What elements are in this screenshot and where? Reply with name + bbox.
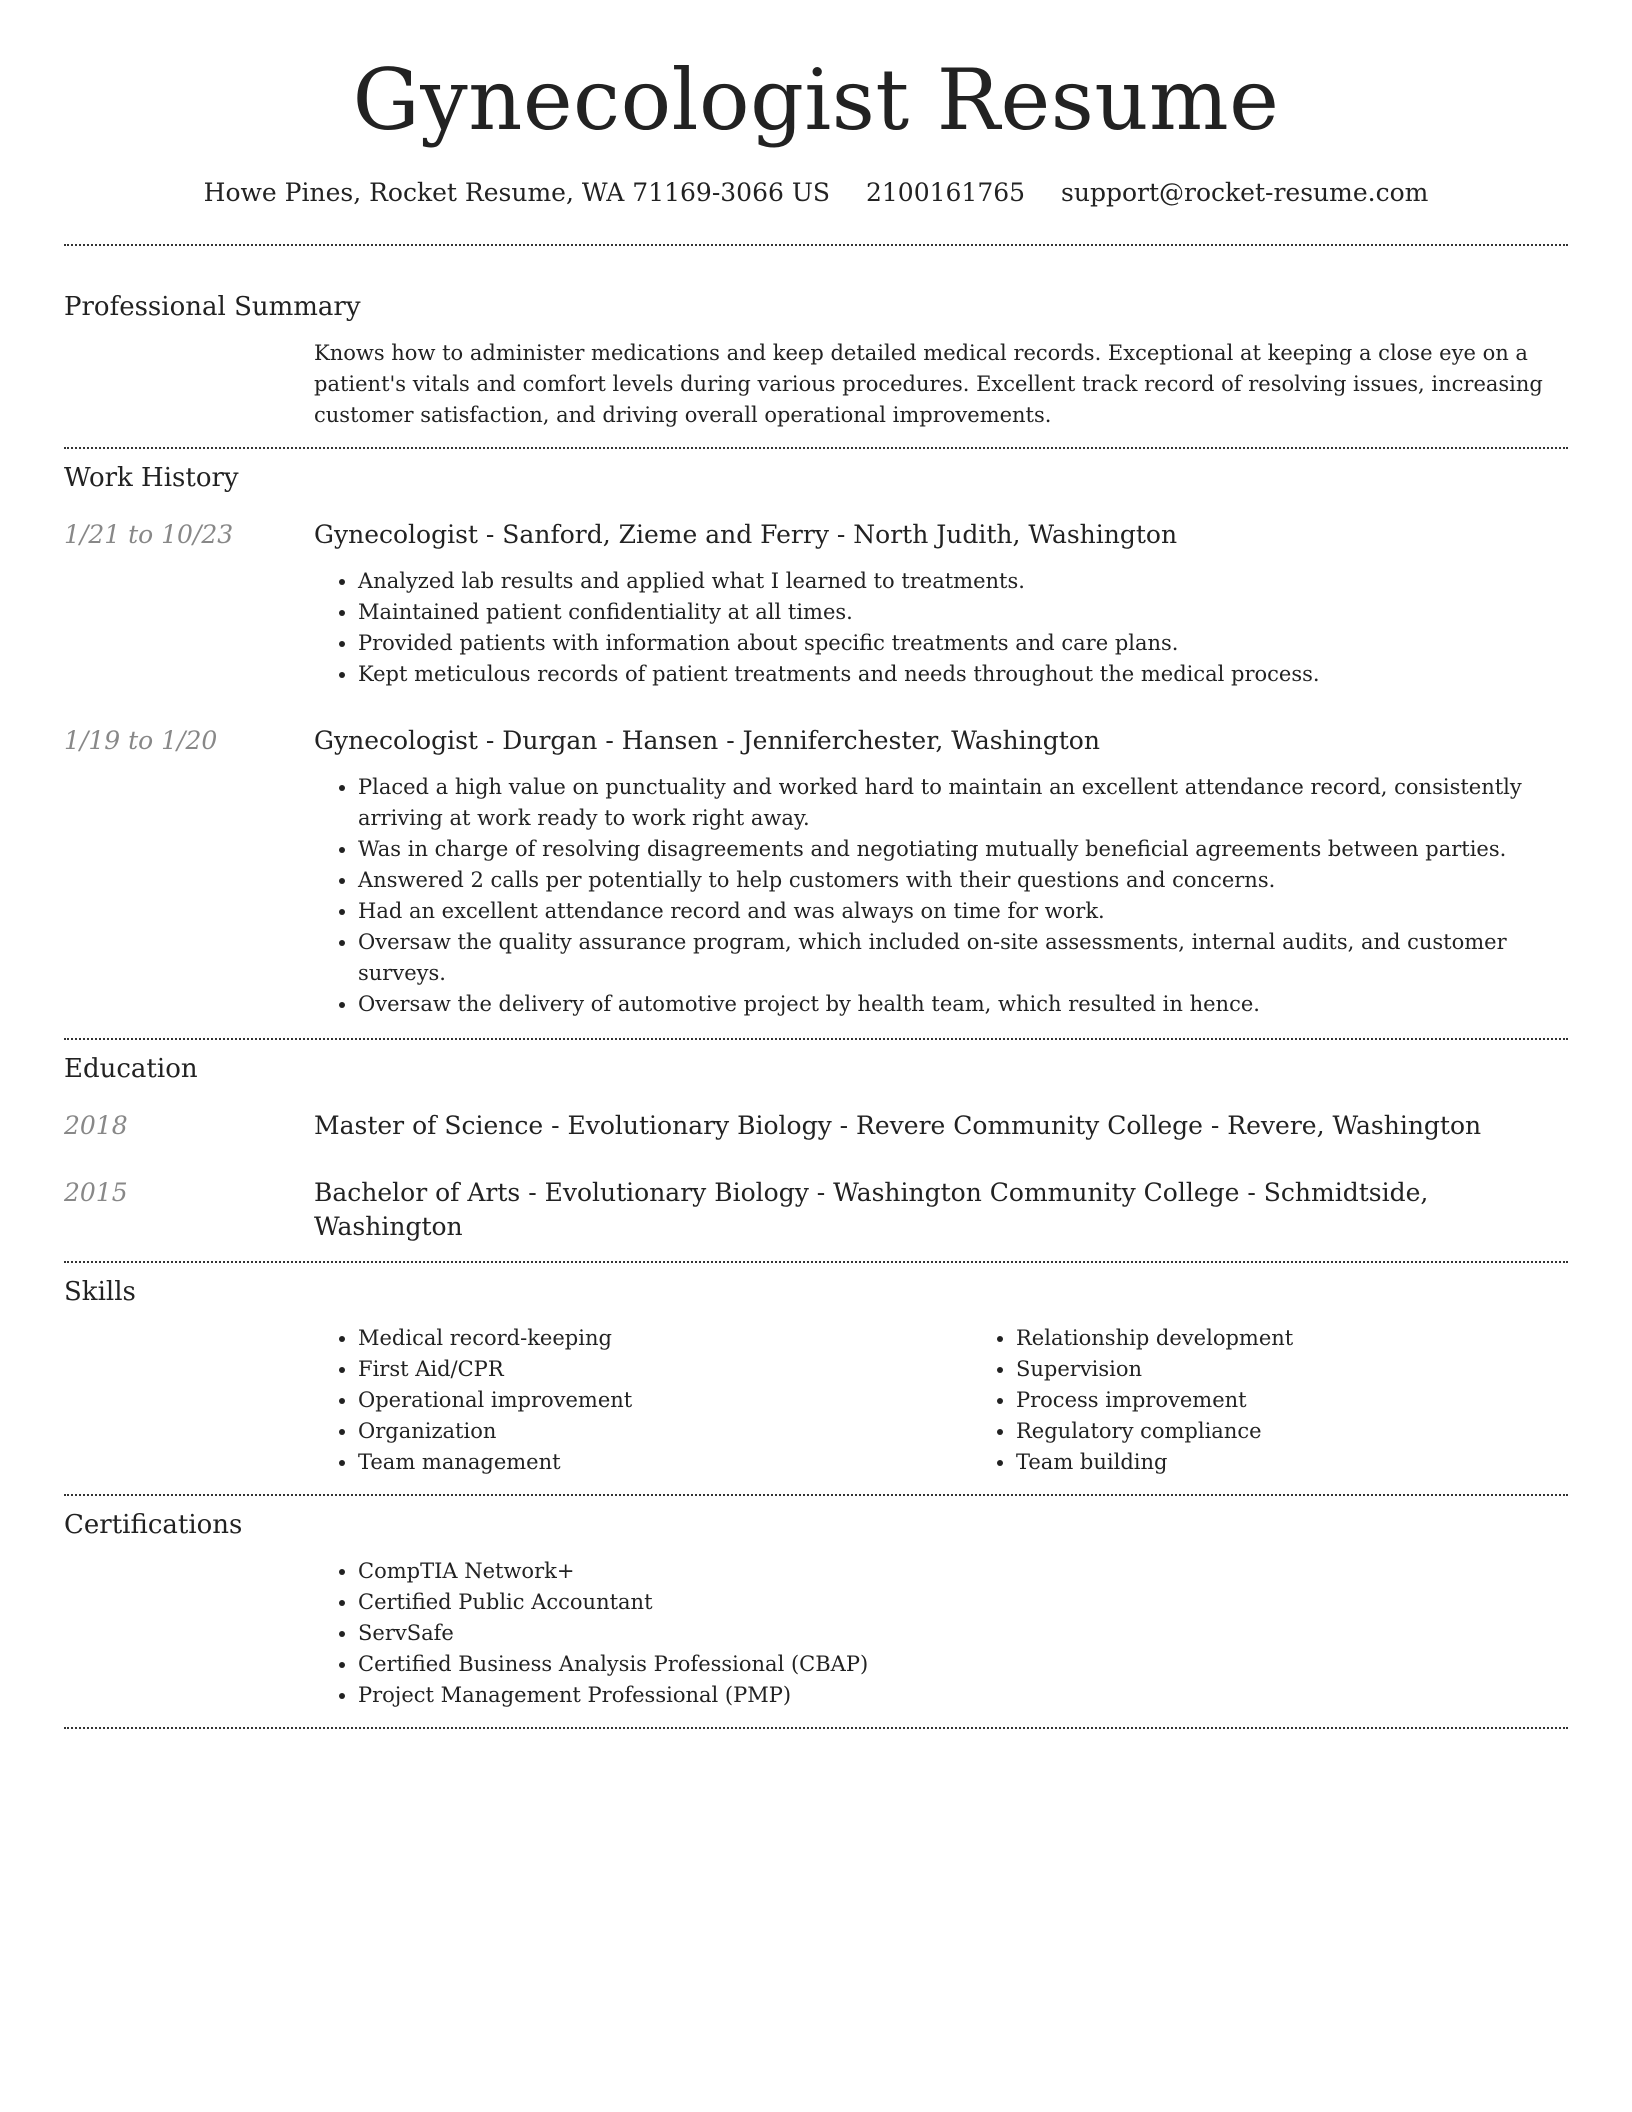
summary-section (64, 290, 1568, 431)
section-divider (64, 447, 1568, 449)
certifications-list (314, 1556, 1568, 1711)
list-item: • Relationship development (1016, 1323, 1630, 1354)
section-divider (64, 1261, 1568, 1263)
job-title: Gynecologist - Durgan - Hansen - Jenniferchester, Washington (314, 726, 1100, 755)
job-dates: 1/21 to 10/23 (64, 520, 234, 549)
list-item: • Answered 2 calls per potentially to help customers with their questions and concerns. (358, 865, 1568, 896)
list-item: • Process improvement (1016, 1385, 1630, 1416)
section-divider (64, 1038, 1568, 1040)
list-item: • Certified Business Analysis Professional (CBAP) (358, 1649, 1568, 1680)
list-item: • Had an excellent attendance record and was always on time for work. (358, 896, 1568, 927)
education-year: 2018 (64, 1111, 128, 1140)
list-item: • Kept meticulous records of patient treatments and needs throughout the medical process. (358, 659, 1568, 690)
list-item: • CompTIA Network+ (358, 1556, 1568, 1587)
list-item: • Team building (1016, 1447, 1630, 1478)
list-item: • Supervision (1016, 1354, 1630, 1385)
education-degree: Master of Science - Evolutionary Biology (314, 1111, 832, 1140)
education-entry (64, 1176, 1568, 1244)
skills-list-right (972, 1323, 1630, 1478)
skills-list-left (314, 1323, 972, 1478)
section-divider (64, 1727, 1568, 1729)
skills-section (64, 1275, 1568, 1478)
list-item: • Analyzed lab results and applied what I learned to treatments. (358, 566, 1568, 597)
list-item: • Project Management Professional (PMP) (358, 1680, 1568, 1711)
list-item: • Oversaw the delivery of automotive project by health team, which resulted in hence. (358, 989, 1568, 1020)
list-item: • Operational improvement (358, 1385, 972, 1416)
education-degree: Bachelor of Arts - Evolutionary Biology (314, 1178, 809, 1207)
contact-email: support@rocket-resume.com (1061, 178, 1429, 207)
job-entry (64, 724, 1568, 1020)
list-item: • Provided patients with information about specific treatments and care plans. (358, 628, 1568, 659)
work-history-section (64, 461, 1568, 1020)
section-divider (64, 1494, 1568, 1496)
contact-address: Howe Pines, Rocket Resume, WA 71169-3066 US (203, 178, 831, 207)
certifications-section (64, 1508, 1568, 1711)
education-school: - Washington Community College - Schmidtside, Washington (314, 1178, 1429, 1241)
job-dates: 1/19 to 1/20 (64, 726, 218, 755)
skills-heading: Skills (64, 1277, 136, 1307)
job-bullets (314, 566, 1568, 690)
list-item: • Maintained patient confidentiality at all times. (358, 597, 1568, 628)
job-entry (64, 518, 1568, 690)
summary-heading: Professional Summary (64, 292, 361, 322)
list-item: • Regulatory compliance (1016, 1416, 1630, 1447)
summary-text: Knows how to administer medications and keep detailed medical records. Exceptional at keeping a close eye on a patient's vitals and comfort levels during various procedures. Excellent track record of resolving issues, increasing customer satisfaction, and driving overall operational improvements. (314, 341, 1543, 427)
list-item: • Certified Public Accountant (358, 1587, 1568, 1618)
education-school: - Revere Community College - Revere, Washington (831, 1111, 1482, 1140)
job-title: Gynecologist - Sanford, Zieme and Ferry - North Judith, Washington (314, 520, 1178, 549)
list-item: • Oversaw the quality assurance program, which included on-site assessments, internal audits, and customer surveys. (358, 927, 1568, 989)
list-item: • Organization (358, 1416, 972, 1447)
list-item: • Placed a high value on punctuality and worked hard to maintain an excellent attendance record, consistently arriving at work ready to work right away. (358, 772, 1568, 834)
list-item: • Was in charge of resolving disagreements and negotiating mutually beneficial agreements between parties. (358, 834, 1568, 865)
list-item: • ServSafe (358, 1618, 1568, 1649)
certifications-heading: Certifications (64, 1510, 243, 1540)
education-section (64, 1052, 1568, 1244)
work-history-heading: Work History (64, 463, 239, 493)
section-divider (64, 244, 1568, 246)
list-item: • First Aid/CPR (358, 1354, 972, 1385)
contact-phone: 2100161765 (866, 178, 1026, 207)
job-bullets (314, 772, 1568, 1020)
list-item: • Team management (358, 1447, 972, 1478)
contact-line (64, 176, 1568, 210)
page-title: Gynecologist Resume (352, 51, 1280, 149)
education-year: 2015 (64, 1178, 128, 1207)
education-heading: Education (64, 1054, 198, 1084)
education-entry (64, 1109, 1568, 1143)
list-item: • Medical record-keeping (358, 1323, 972, 1354)
